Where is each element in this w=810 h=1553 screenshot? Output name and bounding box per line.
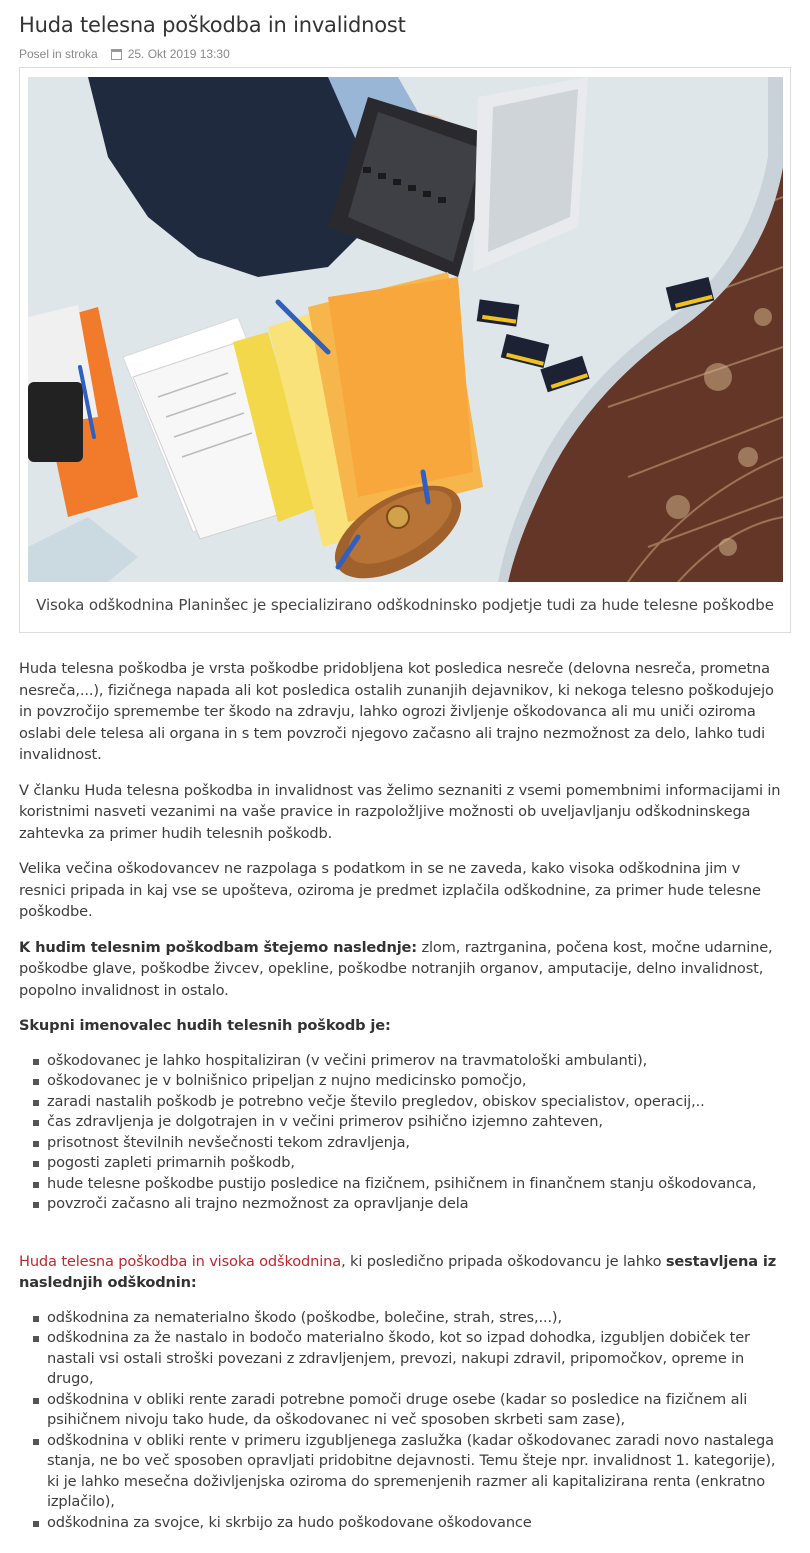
injury-types-text: zlom, raztrganina, počena kost, močne udarnine, poškodbe glave, poškodbe živcev, opekline, poškodbe notranjih organov, amputacije, delno invalidnost, popolno invalidnost in ostalo. — [19, 938, 773, 999]
article-photo — [28, 77, 783, 582]
list-item: odškodnina za svojce, ki skrbijo za hudo poškodovane oškodovance — [47, 1513, 791, 1534]
list-item: odškodnina za nematerialno škodo (poškodbe, bolečine, strah, stres,...), — [47, 1308, 791, 1329]
list-item: odškodnina v obliki rente v primeru izgubljenega zaslužka (kadar oškodovanec zaradi novo nastalega stanja, ne bo več sposoben opravljati pridobitne dejavnosti. Temu šteje npr. invalidnost 1. kategorije), ki je lahko mesečna doživljenjska oziroma do spremenjenih razmer ali kapitalizirana renta (enkratno izplačilo), — [47, 1431, 791, 1513]
list-item: oškodovanec je v bolnišnico pripeljan z nujno medicinsko pomočjo, — [47, 1071, 791, 1092]
list-item: čas zdravljenja je dolgotrajen in v večini primerov psihično izjemno zahteven, — [47, 1112, 791, 1133]
compensation-list — [19, 1308, 791, 1534]
calendar-icon — [111, 49, 122, 60]
paragraph-injury-types — [19, 937, 791, 1002]
common-list — [19, 1051, 791, 1215]
compensation-link[interactable]: Huda telesna poškodba in visoka odškodnina — [19, 1252, 342, 1270]
article-body — [19, 658, 791, 1553]
article-title: Huda telesna poškodba in invalidnost — [19, 13, 406, 37]
paragraph-compensation — [19, 1251, 791, 1294]
category-link[interactable]: Posel in stroka — [19, 47, 98, 61]
common-heading — [19, 1015, 791, 1037]
figure-caption: Visoka odškodnina Planinšec je specializirano odškodninsko podjetje tudi za hude telesne poškodbe — [36, 596, 774, 614]
paragraph-awareness: Velika večina oškodovancev ne razpolaga s podatkom in se ne zaveda, kako visoka odškodnina jim v resnici pripada in kaj vse se upošteva, oziroma je predmet izplačila odškodnine, za primer hude telesne poškodbe. — [19, 860, 761, 920]
list-item: zaradi nastalih poškodb je potrebno večje število pregledov, obiskov specialistov, operacij,.. — [47, 1092, 791, 1113]
list-item: pogosti zapleti primarnih poškodb, — [47, 1153, 791, 1174]
list-item: povzroči začasno ali trajno nezmožnost za opravljanje dela — [47, 1194, 791, 1215]
injury-types-heading: K hudim telesnim poškodbam štejemo naslednje: — [19, 938, 417, 956]
list-item: hude telesne poškodbe pustijo posledice na fizičnem, psihičnem in finančnem stanju oškodovanca, — [47, 1174, 791, 1195]
paragraph-purpose: V članku Huda telesna poškodba in invalidnost vas želimo seznaniti z vsemi pomembnimi informacijami in koristnimi nasveti vezanimi na vaše pravice in razpoložljive možnosti ob uveljavljanju odškodninskega zahtevka za primer hudih telesnih poškodb. — [19, 781, 781, 842]
list-item: odškodnina za že nastalo in bodočo materialno škodo, kot so izpad dohodka, izgubljen dobiček ter nastali vsi ostali stroški povezani z zdravljenjem, prevozi, nakupi zdravil, pripomočkov, opreme in drugo, — [47, 1328, 791, 1390]
list-item: oškodovanec je lahko hospitaliziran (v večini primerov na travmatološki ambulanti), — [47, 1051, 791, 1072]
common-heading-text: Skupni imenovalec hudih telesnih poškodb je: — [19, 1017, 391, 1034]
compensation-text: , ki posledično pripada oškodovancu je lahko — [341, 1252, 666, 1270]
paragraph-intro: Huda telesna poškodba je vrsta poškodbe pridobljena kot posledica nesreče (delovna nesreča, prometna nesreča,...), fizičnega napada ali kot posledica ostalih zunanjih dejavnikov, ki nekoga telesno poškodujejo in povzročijo spremembe ter škodo na zdravju, lahko ogrozi življenje oškodovanca ali mu uniči oziroma oslabi dele telesa ali organa in s tem povzroči njegovo začasno ali trajno nezmožnost za delo, lahko tudi invalidnost. — [19, 660, 774, 763]
compensation-bold: sestavljena iz naslednjih odškodnin: — [19, 1252, 777, 1291]
list-item: prisotnost številnih nevšečnosti tekom zdravljenja, — [47, 1133, 791, 1154]
article-figure — [19, 67, 791, 633]
publish-date: 25. Okt 2019 13:30 — [127, 47, 230, 61]
article-meta — [19, 47, 230, 61]
list-item: odškodnina v obliki rente zaradi potrebne pomoči druge osebe (kadar so posledice na fizičnem ali psihičnem nivoju tako hude, da oškodovanec ni več sposoben skrbeti sam zase), — [47, 1390, 791, 1431]
